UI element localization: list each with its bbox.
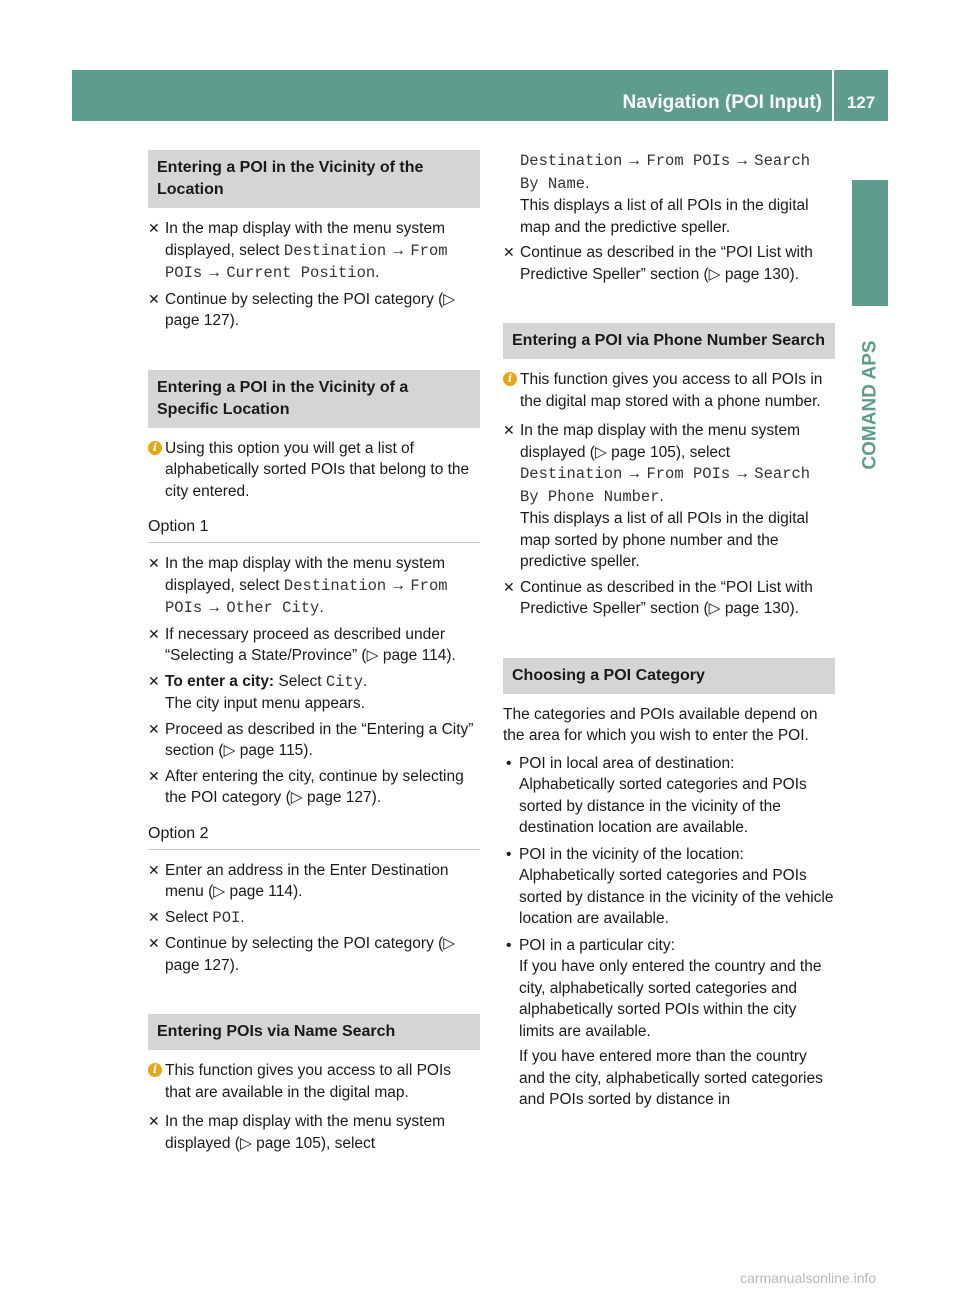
info-icon: i: [148, 441, 162, 455]
instruction-step: ✕ Continue as described in the “POI List with Predictive Speller” section (▷ page 130).: [503, 244, 813, 283]
step-marker-icon: ✕: [148, 555, 160, 571]
instruction-step: ✕ Continue by selecting the POI category (▷ page 127).: [148, 935, 456, 974]
step-marker-icon: ✕: [148, 767, 160, 784]
paragraph: The categories and POIs available depend on the area for which you wish to enter the POI.: [503, 705, 818, 744]
instruction-step: ✕ In the map display with the menu system displayed (▷ page 105), select Destination → From POIs → Search By Phone Number. This displays a list of all POIs in the digital map sorted by phone number and the predictive speller.: [503, 422, 811, 570]
bullet-item: • POI in a particular city: If you have only entered the country and the city, alphabetically sorted categories and alphabetically sorted POIs within the city limits are available. If you have entered more than the country and the city, alphabetically sorted categories and POIs sorted by distance in: [503, 935, 835, 1111]
step-marker-icon: ✕: [148, 220, 160, 236]
instruction-step: ✕ Proceed as described in the “Entering a City” section (▷ page 115).: [148, 720, 474, 759]
step-marker-icon: ✕: [148, 672, 160, 689]
watermark: carmanualsonline.info: [740, 1270, 877, 1286]
step-marker-icon: ✕: [148, 290, 160, 307]
side-tab: [852, 180, 888, 306]
bullet-icon: •: [506, 845, 512, 863]
section-heading: Entering a POI in the Vicinity of a Specific Location: [148, 370, 480, 428]
step-marker-icon: ✕: [503, 244, 515, 260]
info-note: i This function gives you access to all POIs in the digital map stored with a phone number.: [503, 369, 835, 412]
step-marker-icon: ✕: [148, 908, 160, 925]
instruction-step: ✕ After entering the city, continue by selecting the POI category (▷ page 127).: [148, 767, 464, 806]
step-marker-icon: ✕: [148, 720, 160, 737]
page-number: 127: [834, 70, 888, 121]
instruction-step: ✕ In the map display with the menu system displayed (▷ page 105), select: [148, 1113, 445, 1152]
bullet-icon: •: [506, 936, 512, 954]
bullet-icon: •: [506, 754, 512, 772]
info-note: i Using this option you will get a list of alphabetically sorted POIs that belong to the city entered.: [148, 438, 480, 503]
info-icon: i: [148, 1063, 162, 1077]
instruction-step: ✕ In the map display with the menu system displayed, select Destination → From POIs → Current Position.: [148, 220, 448, 282]
option-heading: Option 1: [148, 510, 480, 543]
section-heading: Entering a POI via Phone Number Search: [503, 323, 835, 359]
instruction-step: ✕ In the map display with the menu system displayed, select Destination → From POIs → Other City.: [148, 555, 448, 617]
instruction-step: ✕ Continue by selecting the POI category (▷ page 127).: [148, 290, 456, 329]
side-label: COMAND APS: [859, 340, 881, 470]
right-column: [503, 150, 835, 1116]
instruction-step: ✕ Continue as described in the “POI List with Predictive Speller” section (▷ page 130).: [503, 578, 813, 617]
step-marker-icon: ✕: [148, 625, 160, 642]
info-note: i This function gives you access to all POIs that are available in the digital map.: [148, 1060, 480, 1103]
step-marker-icon: ✕: [148, 861, 160, 878]
step-marker-icon: ✕: [503, 578, 515, 595]
section-heading: Choosing a POI Category: [503, 658, 835, 694]
bullet-item: • POI in the vicinity of the location: Alphabetically sorted categories and POIs sorted by distance in the vicinity of the vehicle location are available.: [506, 845, 834, 927]
info-icon: i: [503, 372, 517, 386]
instruction-step: ✕ To enter a city: Select City. The city input menu appears.: [148, 672, 368, 712]
option-heading: Option 2: [148, 817, 480, 850]
section-heading: Entering POIs via Name Search: [148, 1014, 480, 1050]
left-column: [148, 150, 480, 1158]
step-marker-icon: ✕: [503, 422, 515, 438]
step-marker-icon: ✕: [148, 935, 160, 951]
step-marker-icon: ✕: [148, 1113, 160, 1129]
bullet-item: • POI in local area of destination: Alphabetically sorted categories and POIs sorted by distance in the vicinity of the destination location are available.: [506, 754, 807, 836]
bullet-continuation: If you have entered more than the country and the city, alphabetically sorted categories and POIs sorted by distance in: [519, 1048, 823, 1108]
section-heading: Entering a POI in the Vicinity of the Location: [148, 150, 480, 208]
instruction-step: ✕ If necessary proceed as described under “Selecting a State/Province” (▷ page 114).: [148, 625, 456, 664]
instruction-step-continued: Destination → From POIs → Search By Name. This displays a list of all POIs in the digital map and the predictive speller.: [520, 152, 811, 236]
instruction-step: ✕ Enter an address in the Enter Destination menu (▷ page 114).: [148, 861, 449, 900]
page-title: Navigation (POI Input): [622, 92, 822, 113]
instruction-step: ✕ Select POI.: [148, 908, 245, 927]
